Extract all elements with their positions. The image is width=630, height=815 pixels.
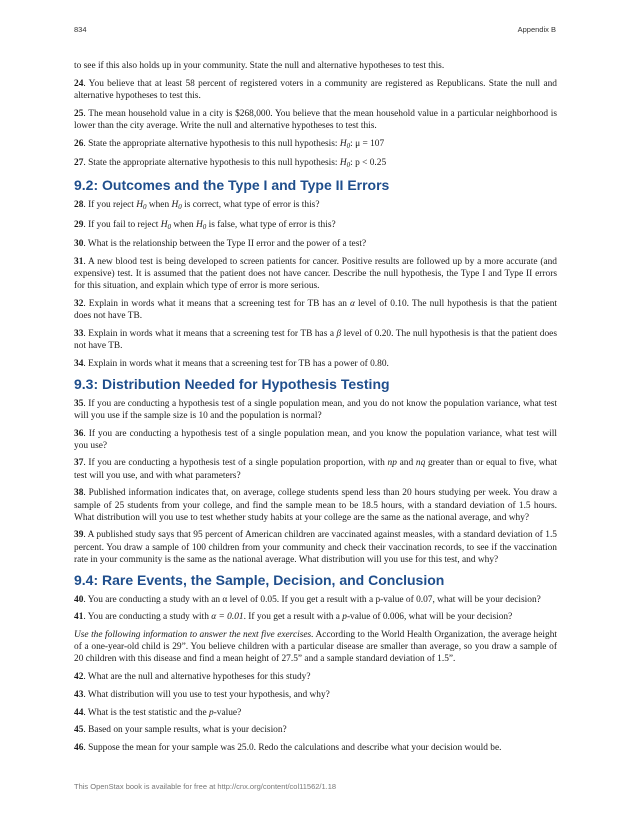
null-hypothesis-symbol: H — [171, 199, 179, 210]
exercise-40 — [74, 594, 557, 606]
null-hypothesis-symbol: H — [339, 138, 347, 149]
exercise-text: . What is the test statistic and the — [83, 707, 209, 718]
footer-note: This OpenStax book is available for free at http://cnx.org/content/col11562/1.18 — [74, 782, 337, 791]
exercise-number: 43 — [74, 689, 84, 700]
exercise-text: . If you fail to reject — [83, 219, 161, 230]
exercise-text: . A published study says that 95 percent of American children are vaccinated against measles, with a standard deviation of 1.5 percent. You draw a sample of 100 children from your community and check their vaccination records, to see if the vaccination rate in your community is the same as the national average. What distribution will you use for this test, and why? — [74, 530, 557, 565]
exercise-41 — [74, 611, 557, 623]
p-symbol: p — [342, 612, 347, 623]
subscript: 0 — [178, 202, 182, 211]
section-heading-9-4: 9.4: Rare Events, the Sample, Decision, and Conclusion — [74, 571, 445, 588]
exercise-text: . If you get a result with a — [243, 612, 343, 623]
exercise-number: 40 — [74, 594, 84, 605]
null-hypothesis-symbol: H — [339, 158, 347, 169]
exercise-text: when — [170, 219, 196, 230]
subscript: 0 — [346, 141, 351, 150]
exercise-number: 34 — [74, 358, 84, 369]
exercise-number: 29 — [74, 219, 84, 230]
exercise-number: 30 — [74, 239, 84, 250]
exercise-text: when — [146, 199, 172, 210]
exercise-42 — [74, 671, 557, 683]
exercise-number: 45 — [74, 725, 84, 736]
exercise-text: . State the appropriate alternative hypothesis to this null hypothesis: — [83, 158, 340, 169]
exercise-34 — [74, 358, 557, 370]
exercise-number: 35 — [74, 398, 84, 409]
exercise-text: is correct, what type of error is this? — [181, 199, 320, 210]
exercise-number: 37 — [74, 458, 84, 469]
exercise-33 — [74, 328, 557, 352]
exercise-text: . If you are conducting a hypothesis test of a single population mean, and you know the population variance, what test will you use? — [74, 428, 557, 451]
subscript: 0 — [202, 222, 207, 231]
exercise-text: . State the appropriate alternative hypothesis to this null hypothesis: — [83, 138, 340, 149]
section-heading-9-2: 9.2: Outcomes and the Type I and Type II Errors — [74, 176, 390, 193]
exercise-text: . A new blood test is being developed to screen patients for cancer. Positive results are followed up by a more accurate (and expensive) test. It is assumed that the patient does not have cancer. Describe the null hypothesis, the Type I and Type II errors for this situation, and explain which type of error is more serious. — [74, 257, 557, 292]
null-hypothesis-symbol: H — [136, 199, 143, 210]
np-symbol: np — [387, 458, 397, 469]
exercise-39 — [74, 529, 557, 566]
exercise-text: level of 0.20. The null hypothesis is that the patient does not have TB. — [74, 329, 557, 352]
exercise-text: . You are conducting a study with an α level of 0.05. If you get a result with a p-value of 0.07, what will be your decision? — [83, 594, 541, 605]
subscript: 0 — [346, 161, 351, 170]
info-text: According to the World Health Organization, the average height of a one-year-old child is 29”. You believe children with a particular disease are smaller than average, so you draw a sample of 20 children with this disease and find a mean height of 27.5” and a sample standard deviation of 1.5”. — [74, 630, 557, 665]
exercise-number: 28 — [74, 199, 84, 210]
exercise-text: -value of 0.006, what will be your decision? — [346, 612, 513, 623]
exercise-text: . What distribution will you use to test your hypothesis, and why? — [83, 689, 330, 700]
exercise-45 — [74, 724, 557, 736]
exercise-37 — [74, 457, 557, 481]
exercise-32 — [74, 298, 557, 322]
exercise-number: 46 — [74, 742, 84, 753]
exercise-number: 33 — [74, 329, 84, 340]
exercise-text: . Explain in words what it means that a screening test for TB has a power of 0.80. — [83, 358, 389, 369]
exercise-number: 32 — [74, 299, 84, 310]
page-content — [74, 60, 557, 760]
exercise-number: 27 — [74, 158, 84, 169]
exercise-46 — [74, 742, 557, 754]
exercise-text: . If you reject — [83, 199, 137, 210]
exercise-number: 36 — [74, 428, 84, 439]
exercise-29 — [74, 219, 557, 233]
alpha-symbol: α — [350, 299, 355, 310]
exercise-text: is false, what type of error is this? — [206, 219, 336, 230]
instruction-text: Use the following information to answer the next five exercises. — [74, 630, 314, 640]
beta-symbol: β — [336, 329, 342, 340]
null-hypothesis-symbol: H — [160, 219, 168, 230]
exercise-text: . Explain in words what it means that a screening test for TB has an — [83, 299, 351, 310]
exercise-number: 25 — [74, 108, 84, 119]
subscript: 0 — [167, 222, 171, 231]
page-number: 834 — [74, 25, 87, 34]
exercise-text: . If you are conducting a hypothesis test of a single population proportion, with — [83, 458, 388, 469]
exercise-text: . What is the relationship between the Type II error and the power of a test? — [83, 239, 367, 250]
hypothesis-value: : μ = 107 — [350, 138, 385, 149]
exercise-text: . The mean household value in a city is $268,000. You believe that the mean household value in a particular neighborhood is lower than the city average. Write the null and alternative hypotheses to test this. — [74, 108, 557, 131]
exercise-number: 26 — [74, 138, 84, 149]
exercise-number: 41 — [74, 612, 84, 623]
alpha-value: α = 0.01 — [211, 612, 244, 623]
subscript: 0 — [143, 202, 147, 211]
nq-symbol: nq — [415, 458, 426, 469]
exercise-text: . If you are conducting a hypothesis test of a single population mean, and you do not know the population variance, what test will you use if the sample size is 10 and the population is normal? — [74, 398, 557, 421]
exercise-number: 39 — [74, 530, 84, 541]
exercise-31 — [74, 256, 557, 293]
exercise-28 — [74, 199, 557, 213]
exercise-35 — [74, 398, 557, 422]
exercise-27 — [74, 157, 557, 171]
exercise-text: . Suppose the mean for your sample was 25.0. Redo the calculations and describe what your decision would be. — [83, 742, 502, 753]
exercise-text: . Based on your sample results, what is your decision? — [83, 725, 287, 736]
running-header: Appendix B — [517, 25, 556, 34]
exercise-text: and — [396, 458, 416, 469]
exercise-38 — [74, 487, 557, 524]
exercise-30 — [74, 238, 557, 250]
exercise-text: level of 0.10. The null hypothesis is that the patient does not have TB. — [74, 299, 557, 322]
exercise-text: . You believe that at least 58 percent of registered voters in a community are registered as Republicans. State the null and alternative hypotheses to test this. — [74, 78, 557, 101]
exercise-text: . Published information indicates that, on average, college students spend less than 20 hours studying per week. You draw a sample of 25 students from your college, and find the sample mean to be 18.5 hours, with a standard deviation of 1.5 hours. What distribution will you use to test whether study habits at your college are the same as the national average, and why? — [74, 488, 557, 523]
exercise-number: 38 — [74, 488, 84, 499]
section-heading-9-3: 9.3: Distribution Needed for Hypothesis Testing — [74, 375, 390, 392]
exercise-43 — [74, 689, 557, 701]
shared-info-paragraph — [74, 629, 557, 666]
exercise-44 — [74, 707, 557, 719]
null-hypothesis-symbol: H — [195, 219, 203, 230]
exercise-24 — [74, 78, 557, 102]
exercise-text: greater than or equal to five, what test will you use, and with what parameters? — [74, 458, 557, 481]
exercise-number: 24 — [74, 78, 84, 89]
exercise-36 — [74, 428, 557, 452]
exercise-number: 44 — [74, 707, 84, 718]
hypothesis-value: : p < 0.25 — [350, 158, 387, 169]
p-symbol: p — [208, 707, 214, 718]
exercise-text: . Explain in words what it means that a screening test for TB has a — [83, 329, 337, 340]
exercise-text: . What are the null and alternative hypotheses for this study? — [83, 672, 311, 683]
exercise-number: 42 — [74, 672, 84, 683]
exercise-text: . You are conducting a study with — [83, 612, 212, 623]
exercise-text: -value? — [213, 707, 242, 718]
continuation-paragraph: to see if this also holds up in your community. State the null and alternative hypotheses to test this. — [74, 61, 445, 71]
exercise-number: 31 — [74, 257, 84, 268]
exercise-26 — [74, 138, 557, 152]
exercise-25 — [74, 108, 557, 132]
